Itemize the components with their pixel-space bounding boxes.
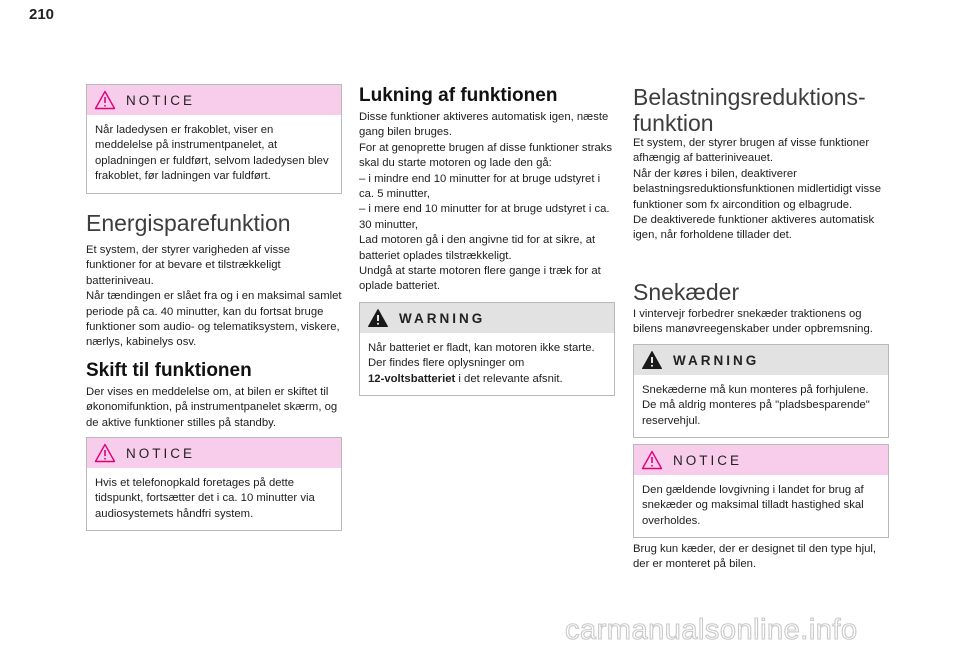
notice-triangle-icon [94,443,116,463]
notice-header [87,85,341,115]
notice-header [634,445,888,475]
notice-triangle-icon [94,90,116,110]
warning-box [633,344,889,438]
warning-box [359,302,615,396]
closing-paragraph: Brug kun kæder, der er designet til den type hjul, der er monteret på bilen. [633,543,877,571]
paragraph: Undgå at starte motoren flere gange i træk for at oplade batteriet. [359,265,601,293]
notice-text: Når ladedysen er frakoblet, viser en meddelelse på instrumentpanelet, at opladningen er fuldført, selvom ladedysen blev frakoblet, før ladningen var fuldført. [95,124,329,183]
notice-triangle-icon [641,450,663,470]
notice-box [86,84,342,194]
paragraph: I vintervejr forbedrer snekæder traktionens og bilens manøvreegenskaber under opbremsning. [633,308,873,336]
section-body-snekaeder [633,307,889,338]
section-body-belastningsreduktion [633,136,889,244]
section-title-snekaeder: Snekæder [633,279,740,305]
watermark-text: carmanualsonline.info [565,614,858,646]
section-title-skift-til-funktionen: Skift til funktionen [86,360,252,381]
page-number: 210 [29,6,55,23]
warning-header [360,303,614,333]
watermark-logo [563,610,955,646]
paragraph: Et system, der styrer varigheden af visse funktioner for at bevare et tilstrækkeligt batteriniveau. [86,244,291,287]
paragraph: Disse funktioner aktiveres automatisk igen, næste gang bilen bruges. [359,111,609,139]
warning-triangle-icon [641,350,663,370]
notice-label: NOTICE [673,452,743,468]
notice-box [633,444,889,538]
paragraph: Når der køres i bilen, deaktiverer belastningsreduktionsfunktionen midlertidigt visse funktioner som fx aircondition og elbagrude. [633,167,882,211]
notice-box [86,437,342,531]
list-item: – i mindre end 10 minutter for at bruge udstyret i ca. 5 minutter, [359,172,601,201]
paragraph: Et system, der styrer brugen af visse funktioner afhængig af batteriniveauet. [633,137,870,165]
warning-text [360,333,614,395]
warning-text-bold: 12-voltsbatteriet [368,372,456,385]
section-body-skift-til-funktionen [86,385,342,431]
section-title-lukning-af-funktionen: Lukning af funktionen [359,85,558,106]
warning-text-tail: i det relevante afsnit. [455,372,563,385]
list-item: – i mere end 10 minutter for at bruge udstyret i ca. 30 minutter, [359,203,610,231]
warning-label: WARNING [673,352,760,368]
warning-text: Snekæderne må kun monteres på forhjulene. De må aldrig monteres på "pladsbesparende" reservehjul. [642,384,870,427]
paragraph: Lad motoren gå i den angivne tid for at sikre, at batteriet oplades tilstrækkeligt. [359,234,596,262]
title-line: Belastningsreduktions- [633,84,866,110]
notice-header [87,438,341,468]
warning-text-main: Når batteriet er fladt, kan motoren ikke starte. Der findes flere oplysninger om [368,342,595,370]
notice-text: Hvis et telefonopkald foretages på dette tidspunkt, fortsætter det i ca. 10 minutter via audiosystemets håndfri system. [95,477,315,520]
title-line: funktion [633,110,714,136]
warning-triangle-icon [367,308,389,328]
paragraph: For at genoprette brugen af disse funktioner straks skal du starte motoren og lade den gå: [359,141,613,170]
paragraph: Når tændingen er slået fra og i en maksimal samlet periode på ca. 40 minutter, kan du fortsat bruge funktioner som audio- og telematiksystem, viskere, nærlys, kabinelys osv. [86,290,342,349]
section-body-energisparefunktion [86,243,342,351]
section-title-belastningsreduktion [633,84,866,136]
notice-label: NOTICE [126,445,196,461]
paragraph: De deaktiverede funktioner aktiveres automatisk igen, når forholdene tillader det. [633,214,875,242]
notice-label: NOTICE [126,92,196,108]
section-title-energisparefunktion: Energisparefunktion [86,210,291,236]
warning-header [634,345,888,375]
paragraph: Der vises en meddelelse om, at bilen er skiftet til økonomifunktion, på instrumentpanelet skærm, og de aktive funktioner stilles på standby. [86,386,338,429]
warning-label: WARNING [399,310,486,326]
section-body-lukning-af-funktionen [359,110,615,295]
notice-text: Den gældende lovgivning i landet for brug af snekæder og maksimal tilladt hastighed skal overholdes. [642,484,864,527]
